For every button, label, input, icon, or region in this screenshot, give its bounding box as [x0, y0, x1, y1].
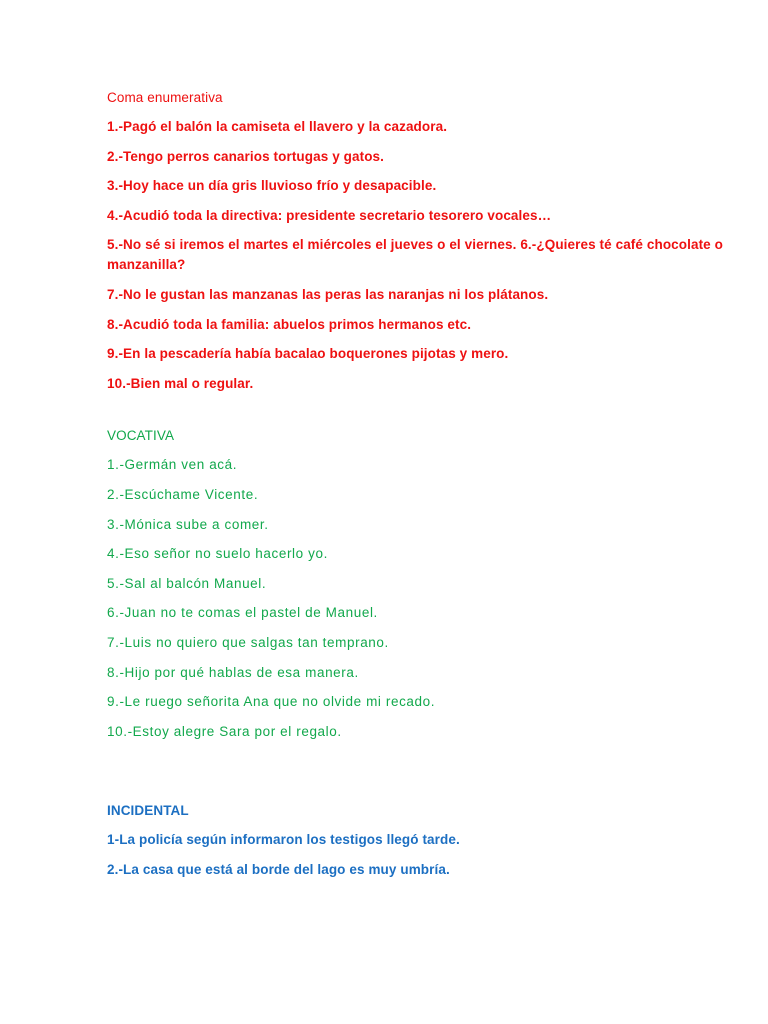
list-item: 10.-Estoy alegre Sara por el regalo. — [107, 723, 342, 739]
list-item: 2.-La casa que está al borde del lago es muy umbría. — [107, 861, 450, 877]
list-item: 7.-Luis no quiero que salgas tan temprano. — [107, 634, 389, 650]
list-item: 4.-Acudió toda la directiva: presidente secretario tesorero vocales… — [107, 207, 552, 223]
section-spacer — [107, 403, 747, 426]
list-item: 7.-No le gustan las manzanas las peras las naranjas ni los plátanos. — [107, 286, 549, 302]
list-item: 5.-Sal al balcón Manuel. — [107, 575, 267, 591]
list-item: 10.-Bien mal o regular. — [107, 375, 254, 391]
list-item: 9.-Le ruego señorita Ana que no olvide mi recado. — [107, 694, 436, 710]
section-heading-vocativa: VOCATIVA — [107, 428, 175, 444]
list-item: 8.-Acudió toda la familia: abuelos primos hermanos etc. — [107, 316, 472, 332]
section-coma-enumerativa — [107, 88, 747, 394]
vocativa-list — [107, 455, 747, 741]
section-vocativa — [107, 426, 747, 741]
list-item: 3.-Mónica sube a comer. — [107, 516, 269, 532]
list-item: 3.-Hoy hace un día gris lluvioso frío y desapacible. — [107, 178, 437, 194]
list-item: 9.-En la pescadería había bacalao boquerones pijotas y mero. — [107, 346, 509, 362]
list-item: 2.-Tengo perros canarios tortugas y gatos. — [107, 148, 385, 164]
list-item: 4.-Eso señor no suelo hacerlo yo. — [107, 546, 328, 562]
list-item: 1.-Germán ven acá. — [107, 457, 238, 473]
list-item: 6.-Juan no te comas el pastel de Manuel. — [107, 605, 378, 621]
section-heading-incidental: INCIDENTAL — [107, 803, 189, 819]
list-item: 1.-Pagó el balón la camiseta el llavero y la cazadora. — [107, 119, 448, 134]
list-item: 8.-Hijo por qué hablas de esa manera. — [107, 664, 359, 680]
document-page — [107, 88, 747, 889]
list-item: 5.-No sé si iremos el martes el miércoles el jueves o el viernes. 6.-¿Quieres té café chocolate o manzanilla? — [107, 237, 723, 273]
enumerativa-list — [107, 117, 747, 394]
section-spacer — [107, 751, 747, 801]
list-item: 1-La policía según informaron los testigos llegó tarde. — [107, 832, 460, 848]
section-heading-enumerativa: Coma enumerativa — [107, 90, 223, 105]
incidental-list — [107, 830, 747, 880]
list-item: 2.-Escúchame Vicente. — [107, 486, 259, 502]
section-incidental — [107, 801, 747, 880]
